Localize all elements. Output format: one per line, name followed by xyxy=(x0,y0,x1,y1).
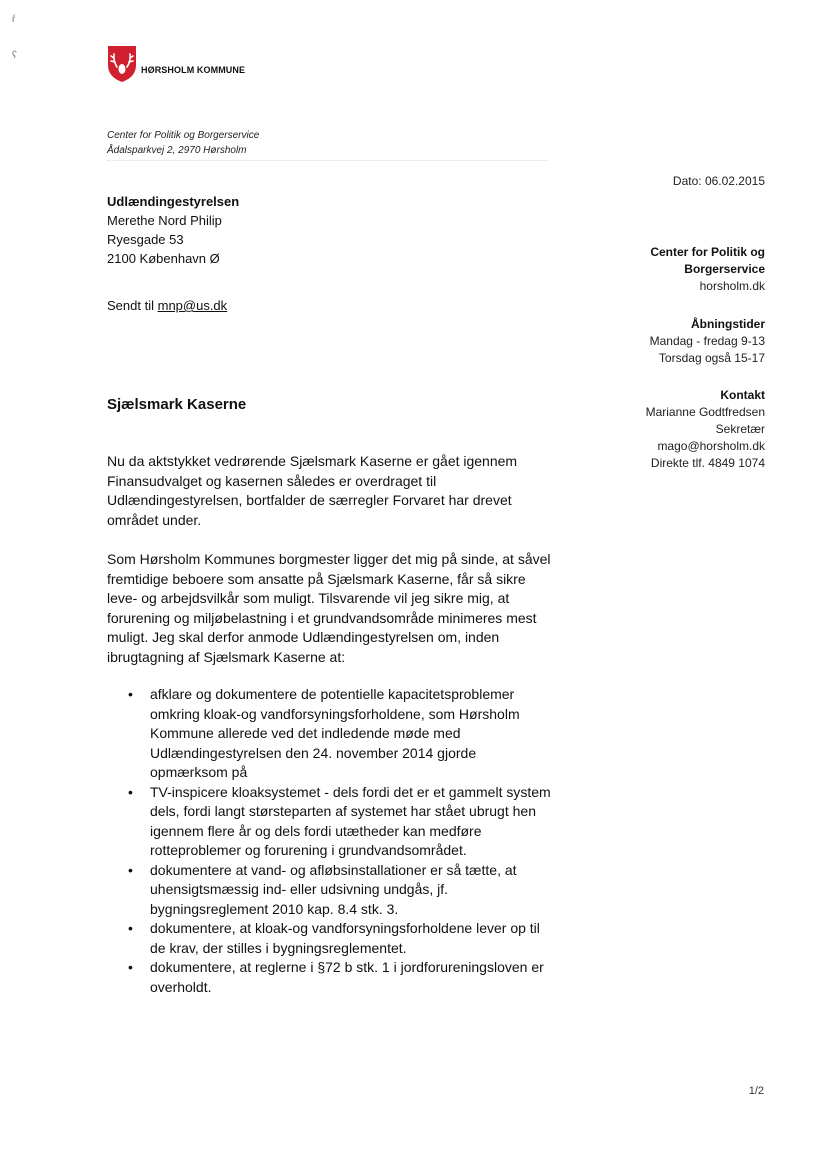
bullet-icon: • xyxy=(128,959,133,975)
contact-heading: Kontakt xyxy=(720,388,765,402)
scan-mark: ŕ xyxy=(12,14,16,25)
bullet-icon: • xyxy=(128,783,133,800)
letter-subject: Sjælsmark Kaserne xyxy=(107,396,247,413)
website-link[interactable]: horsholm.dk xyxy=(699,279,765,293)
body-paragraph-1: Nu da aktstykket vedrørende Sjælsmark Kaserne er gået igennem Finansudvalget og kasernen således er overdraget til Udlændingestyrelsen, bortfalder de særregler Forvaret har drevet området under. xyxy=(107,453,518,528)
bullet-icon: • xyxy=(128,861,133,878)
dept-name-line2: Borgerservice xyxy=(684,262,765,276)
contact-phone: Direkte tlf. 4849 1074 xyxy=(650,456,765,470)
recipient-city: 2100 København Ø xyxy=(107,251,220,266)
hours-thursday: Torsdag også 15-17 xyxy=(658,351,765,365)
hours-heading: Åbningstider xyxy=(691,317,765,331)
contact-title: Sekretær xyxy=(715,422,765,436)
recipient-org: Udlændingestyrelsen xyxy=(107,194,240,209)
list-item: • dokumentere, at kloak-og vandforsyningsforholdene lever op til de krav, der stilles i bygningsreglementet. xyxy=(128,920,540,956)
sent-to-email-link[interactable]: mnp@us.dk xyxy=(157,298,228,313)
bullet-icon: • xyxy=(128,920,133,936)
sent-to-label: Sendt til xyxy=(107,298,154,313)
list-item: • dokumentere, at reglerne i §72 b stk. 1 i jordforureningsloven er overholdt. xyxy=(128,959,544,995)
recipient-street: Ryesgade 53 xyxy=(107,232,184,247)
sender-address xyxy=(107,128,259,158)
request-list xyxy=(107,685,557,997)
list-item: • dokumentere at vand- og afløbsinstallationer er så tætte, at uhensigtsmæssig ind- eller udsivning undgås, jf. bygningsreglement 2010 kap. 8.4 stk. 3. xyxy=(128,861,517,917)
bullet-icon: • xyxy=(128,686,133,702)
org-name: HØRSHOLM KOMMUNE xyxy=(141,65,246,75)
sidebar-hours xyxy=(650,316,765,367)
contact-name: Marianne Godtfredsen xyxy=(645,405,765,419)
sidebar-department xyxy=(615,244,765,295)
sender-department: Center for Politik og Borgerservice xyxy=(107,130,260,141)
list-item: • TV-inspicere kloaksystemet - dels fordi det er et gammelt system dels, fordi langt størsteparten af systemet har stået ubrugt hen igennem flere år og dels fordi utætheder kan medføre rotteproblemer og forurening i grundvandsområdet. xyxy=(128,783,551,858)
municipality-logo xyxy=(107,45,245,83)
divider xyxy=(107,160,547,161)
sender-street: Ådalsparkvej 2, 2970 Hørsholm xyxy=(107,145,247,156)
sidebar-contact xyxy=(646,387,765,472)
sent-to xyxy=(107,298,227,313)
recipient-name: Merethe Nord Philip xyxy=(107,213,222,228)
body-paragraph-2: Som Hørsholm Kommunes borgmester ligger det mig på sinde, at såvel fremtidige beboere som ansatte på Sjælsmark Kaserne, får så sikre leve- og arbejdsvilkår som muligt. Tilsvarende vil jeg sikre mig, at forurening og miljøbelastning i et grundvandsområde minimeres mest muligt. Jeg skal derfor anmode Udlændingestyrelsen om, inden ibrugtagning af Sjælsmark Kaserne at: xyxy=(107,551,551,665)
hours-weekdays: Mandag - fredag 9-13 xyxy=(649,334,765,348)
letter-date: Dato: 06.02.2015 xyxy=(672,174,765,188)
dept-name-line1: Center for Politik og xyxy=(650,245,765,259)
page-number: 1/2 xyxy=(748,1085,764,1097)
recipient-address xyxy=(107,192,239,268)
crest-icon xyxy=(107,45,137,83)
scan-mark: ʕ xyxy=(12,50,17,61)
contact-email[interactable]: mago@horsholm.dk xyxy=(657,439,765,453)
list-item: • afklare og dokumentere de potentielle kapacitetsproblemer omkring kloak-og vandforsyningsforholdene, som Hørsholm Kommune allerede ved det indledende møde med Udlændingestyrelsen den 24. november 2014 gjorde opmærksom på xyxy=(128,686,520,780)
